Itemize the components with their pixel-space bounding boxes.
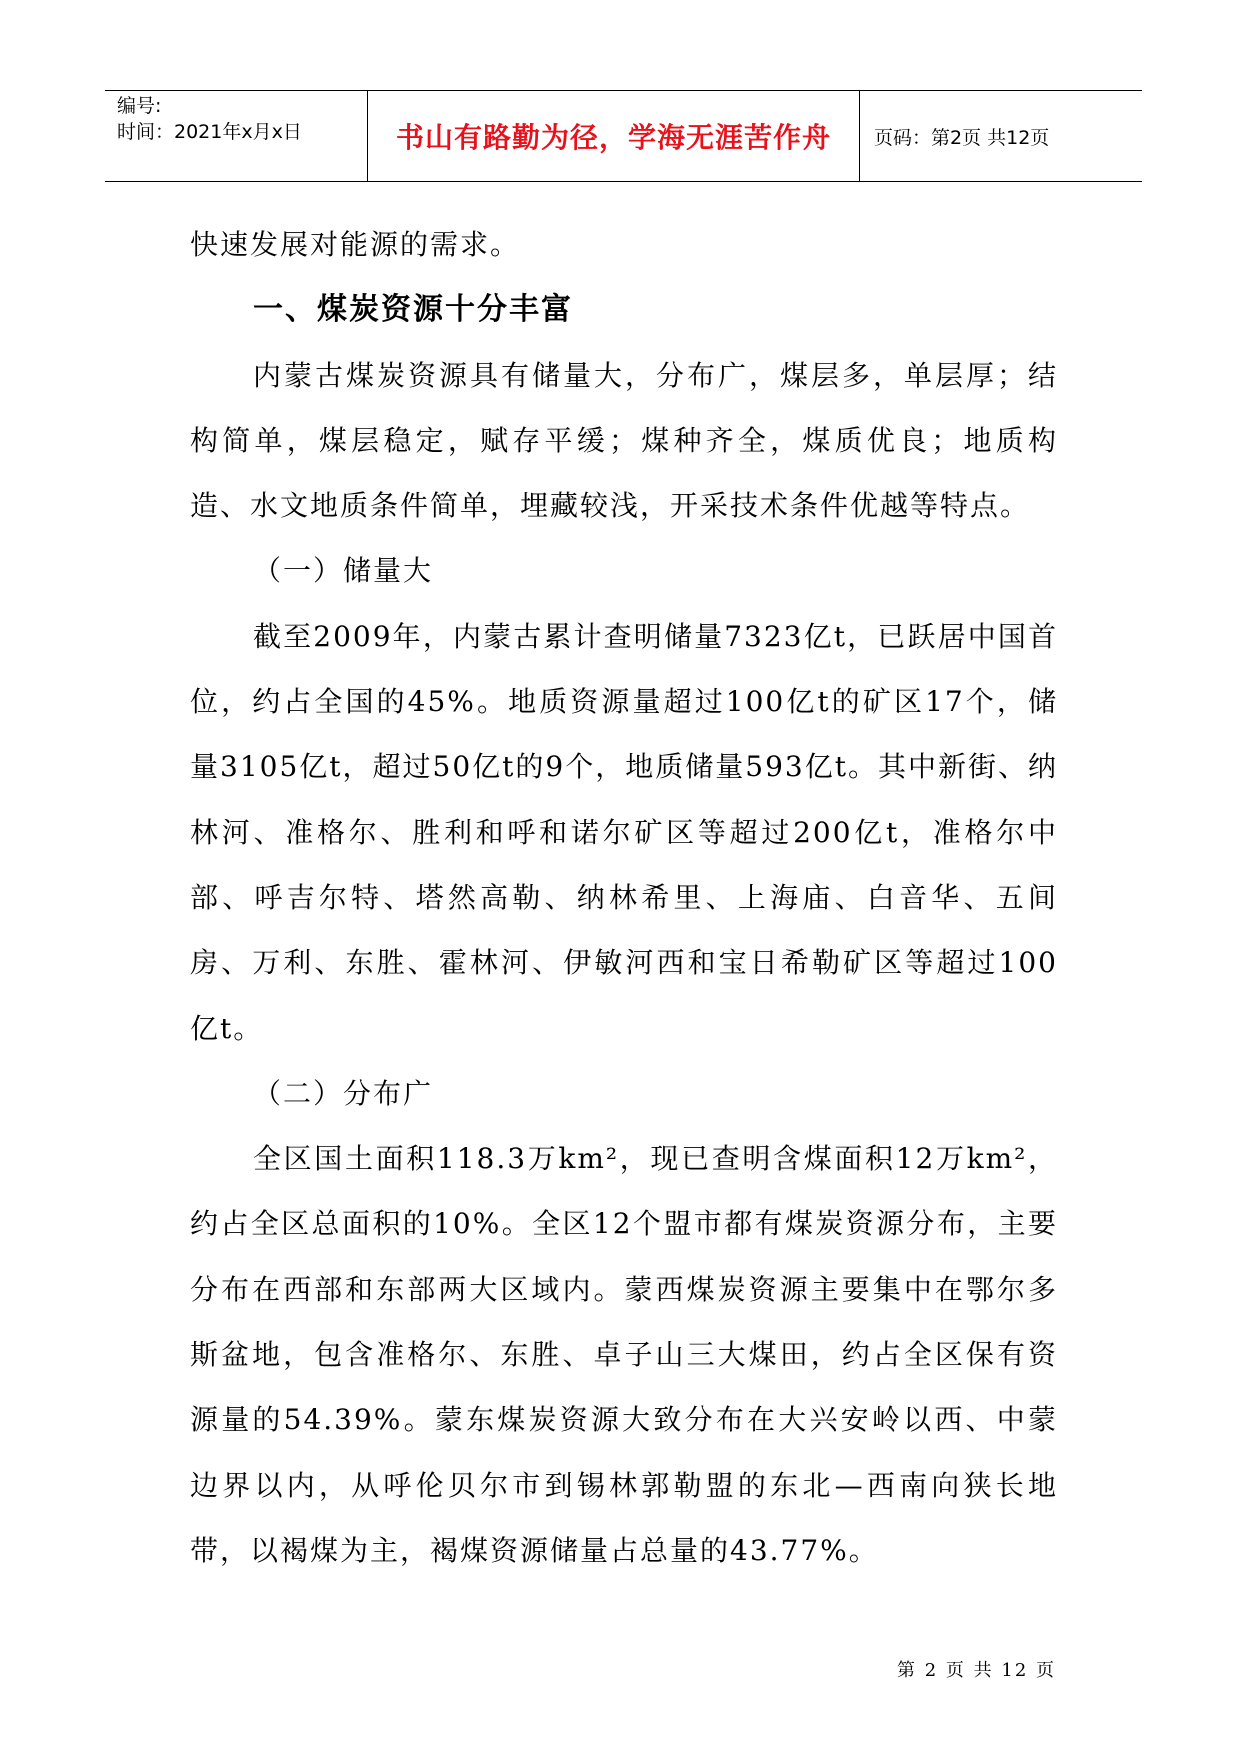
page-header	[105, 90, 1142, 182]
header-motto: 书山有路勤为径，学海无涯苦作舟	[368, 91, 860, 181]
subsection-heading-reserves: （一）储量大	[253, 554, 434, 588]
document-time-label: 时间：2021年x月x日	[117, 121, 302, 143]
header-page-label: 页码：第2页 共12页	[874, 126, 1050, 149]
paragraph-reserves: 截至2009年，内蒙古累计查明储量7323亿t，已跃居中国首位，约占全国的45%。地质资源量超过100亿t的矿区17个，储量3105亿t，超过50亿t的9个，地质储量593亿t。其中新街、纳林河、准格尔、胜利和呼和诺尔矿区等超过200亿t，准格尔中部、呼吉尔特、塔然高勒、纳林希里、上海庙、白音华、五间房、万利、东胜、霍林河、伊敏河西和宝日希勒矿区等超过100亿t。	[190, 619, 1058, 1045]
header-meta	[105, 91, 368, 181]
document-body	[190, 212, 1058, 1583]
subsection-heading-distribution: （二）分布广	[253, 1076, 434, 1110]
document-number-label: 编号:	[117, 95, 162, 117]
section-heading: 一、煤炭资源十分丰富	[253, 292, 573, 328]
paragraph-distribution: 全区国土面积118.3万km²，现已查明含煤面积12万km²，约占全区总面积的10%。全区12个盟市都有煤炭资源分布，主要分布在西部和东部两大区域内。蒙西煤炭资源主要集中在鄂尔多斯盆地，包含准格尔、东胜、卓子山三大煤田，约占全区保有资源量的54.39%。蒙东煤炭资源大致分布在大兴安岭以西、中蒙边界以内，从呼伦贝尔市到锡林郭勒盟的东北—西南向狭长地带，以褐煤为主，褐煤资源储量占总量的43.77%。	[190, 1142, 1058, 1567]
paragraph-intro: 内蒙古煤炭资源具有储量大，分布广，煤层多，单层厚；结构简单，煤层稳定，赋存平缓；煤种齐全，煤质优良；地质构造、水文地质条件简单，埋藏较浅，开采技术条件优越等特点。	[190, 358, 1058, 523]
paragraph-continued: 快速发展对能源的需求。	[190, 228, 521, 261]
page-footer: 第 2 页 共 12 页	[897, 1660, 1056, 1681]
